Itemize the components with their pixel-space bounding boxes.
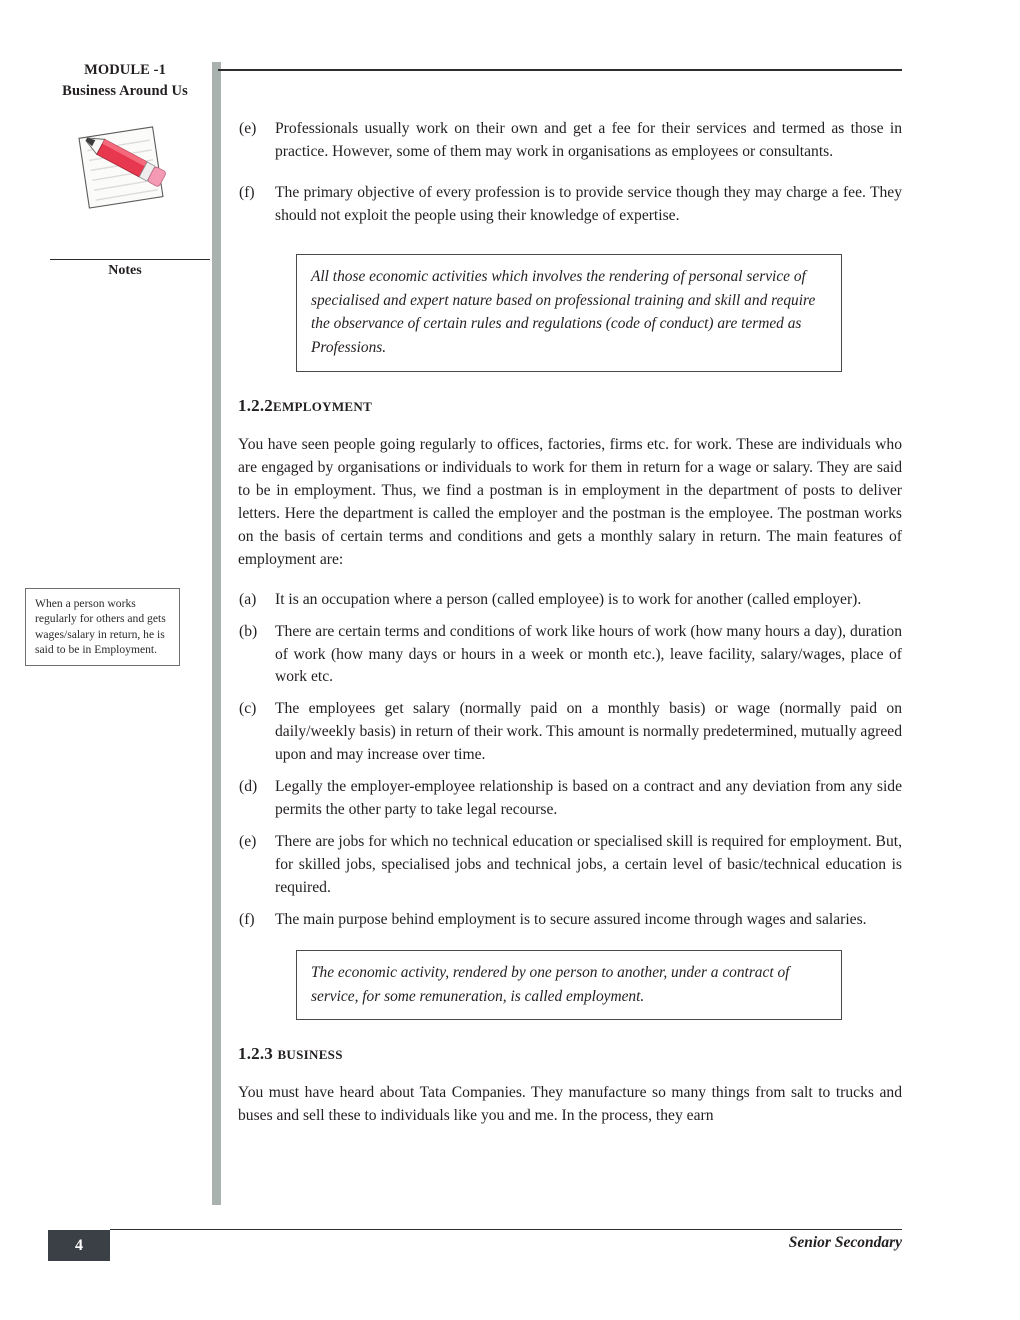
spacer <box>238 572 902 589</box>
list-text: There are jobs for which no technical education or specialised skill is required for employment. But, for skilled jobs, specialised jobs and technical jobs, a certain level of basic/technical education is required. <box>275 833 902 896</box>
notes-label: Notes <box>108 263 142 278</box>
spacer <box>238 1020 902 1044</box>
list-marker: (e) <box>239 120 257 137</box>
module-header <box>40 60 210 102</box>
list-marker: (f) <box>239 910 255 928</box>
spacer <box>238 417 902 434</box>
top-horizontal-rule <box>218 69 902 71</box>
list-marker: (a) <box>239 590 257 608</box>
list-item <box>238 698 902 767</box>
list-text: It is an occupation where a person (called employee) is to work for another (called employer). <box>275 590 862 608</box>
spacer <box>238 237 902 254</box>
list-marker: (c) <box>239 700 257 718</box>
vertical-accent-bar <box>212 62 221 1205</box>
list-marker: (e) <box>239 833 257 851</box>
list-item <box>238 589 902 612</box>
notes-divider <box>50 259 210 260</box>
notes-icon <box>40 110 210 188</box>
side-note-box: When a person works regularly for others and gets wages/salary in return, he is said to be in Employment. <box>25 588 180 666</box>
margin-column <box>40 60 210 278</box>
list-item <box>238 909 902 932</box>
heading-title: employment <box>273 396 373 417</box>
module-label: MODULE -1 <box>84 62 166 78</box>
profession-definition-box: All those economic activities which involves the rendering of personal service of specialised and expert nature based on professional training and skill and require the observance of certain rules and regulations (code of conduct) are termed as Professions. <box>296 254 842 373</box>
footer-series-label: Senior Secondary <box>788 1234 902 1251</box>
employment-definition-box: The economic activity, rendered by one person to another, under a contract of service, for some remuneration, is called employment. <box>296 950 842 1021</box>
heading-employment <box>238 396 902 417</box>
heading-title: business <box>277 1044 343 1065</box>
profession-list <box>238 118 902 228</box>
module-name: Business Around Us <box>62 83 188 100</box>
spacer <box>238 173 902 182</box>
list-marker: (b) <box>239 622 258 640</box>
spacer <box>238 1065 902 1082</box>
list-marker: (f) <box>239 183 255 201</box>
list-marker: (d) <box>239 778 258 796</box>
list-text: Professionals usually work on their own and get a fee for their services and termed as those in practice. However, some of them may work in organisations as employees or consultants. <box>275 120 902 160</box>
employment-list <box>238 589 902 932</box>
list-item <box>238 118 902 164</box>
heading-number: 1.2.2 <box>238 396 273 416</box>
spacer <box>238 941 902 950</box>
business-intro-paragraph: You must have heard about Tata Companies. They manufacture so many things from salt to trucks and buses and sell these to individuals like you and me. In the process, they earn <box>238 1084 902 1125</box>
list-text: The employees get salary (normally paid on a monthly basis) or wage (normally paid on daily/weekly basis) in return of their work. This amount is normally predetermined, mutually agreed upon and may increase over time. <box>275 700 902 764</box>
employment-intro-paragraph: You have seen people going regularly to offices, factories, firms etc. for work. These are individuals who are engaged by organisations or individuals to work for them in return for a wage or salary. They are said to be in employment. Thus, we find a postman is in employment in the department of posts to deliver letters. Here the department is called the employer and the postman is the employee. The postman works on the basis of certain terms and conditions and gets a monthly salary in return. The main features of employment are: <box>238 436 902 568</box>
list-item <box>238 182 902 228</box>
heading-number: 1.2.3 <box>238 1044 273 1064</box>
spacer <box>238 372 902 396</box>
heading-business <box>238 1044 902 1065</box>
list-item <box>238 831 902 900</box>
page-number-badge: 4 <box>48 1230 110 1261</box>
list-text: Legally the employer-employee relationship is based on a contract and any deviation from any side permits the other party to take legal recourse. <box>275 778 902 819</box>
list-item <box>238 621 902 690</box>
list-text: There are certain terms and conditions of work like hours of work (how many hours a day), duration of work (how many days or hours in a week or month etc.), leave facility, salary/wages, place of work etc. <box>275 622 902 686</box>
main-content <box>238 118 902 1128</box>
list-text: The main purpose behind employment is to secure assured income through wages and salaries. <box>275 910 867 928</box>
list-text: The primary objective of every profession is to provide service though they may charge a fee. They should not exploit the people using their knowledge of expertise. <box>275 183 902 224</box>
list-item <box>238 776 902 822</box>
footer-rule <box>110 1229 902 1230</box>
